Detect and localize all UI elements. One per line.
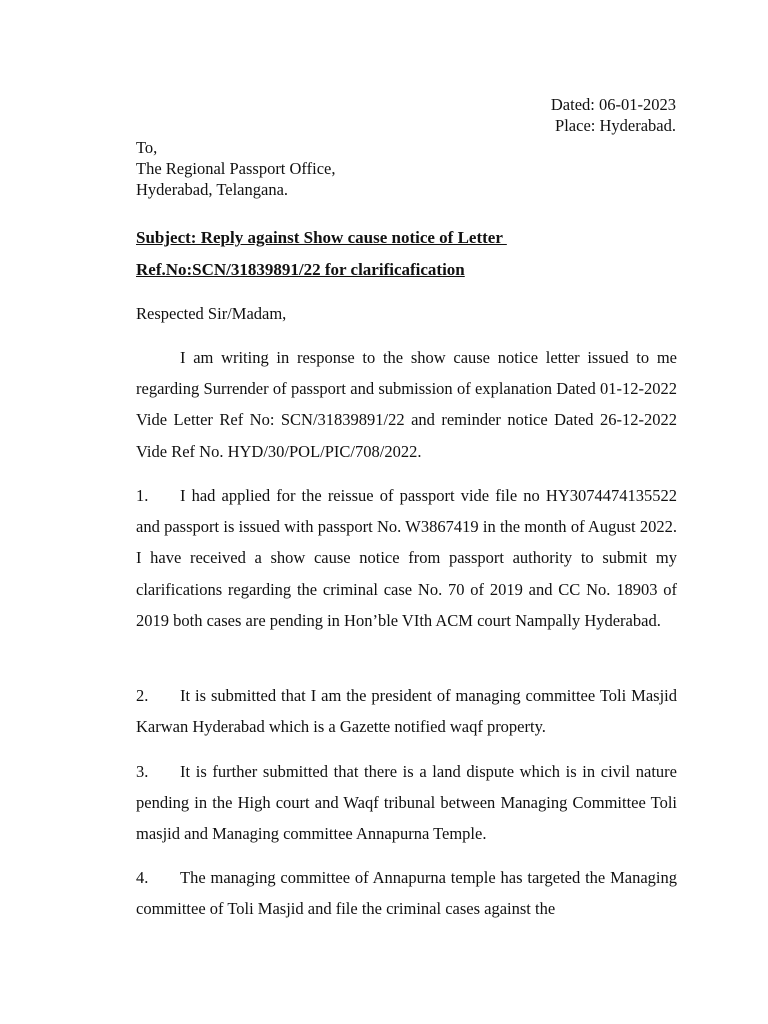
paragraph-number: 3.: [136, 762, 149, 781]
address-to: To,: [136, 138, 158, 157]
letter-date: Dated: 06-01-2023: [550, 95, 676, 114]
paragraph-text: It is further submitted that there is a land dispute which is in civil nature pending in the High court and Waqf tribunal between Managing Committee Toli masjid and Managing committee Annapurna Temple.: [136, 762, 677, 844]
intro-paragraph: I am writing in response to the show cause notice letter issued to me regarding Surrender of passport and submission of explanation Dated 01-12-2022 Vide Letter Ref No: SCN/31839891/22 and reminder notice Dated 26-12-2022 Vide Ref No. HYD/30/POL/PIC/708/2022.: [136, 348, 677, 461]
paragraph-text: The managing committee of Annapurna temple has targeted the Managing committee of Toli Masjid and file the criminal cases against the: [136, 868, 677, 919]
paragraph-number: 2.: [136, 686, 149, 705]
numbered-paragraph-2: [136, 680, 677, 742]
date-place-block: [551, 94, 676, 136]
paragraph-number: 1.: [136, 486, 149, 505]
subject-line: [136, 222, 696, 286]
letter-place: Place: Hyderabad.: [555, 116, 676, 135]
subject-line-2: Ref.No:SCN/31839891/22 for clarificafication: [136, 260, 465, 279]
paragraph-text: I had applied for the reissue of passport vide file no HY3074474135522 and passport is issued with passport No. W3867419 in the month of August 2022. I have received a show cause notice from passport authority to submit my clarifications regarding the criminal case No. 70 of 2019 and CC No. 18903 of 2019 both cases are pending in Hon’ble VIth ACM court Nampally Hyderabad.: [136, 486, 677, 630]
salutation: Respected Sir/Madam,: [136, 304, 287, 323]
numbered-paragraph-3: [136, 756, 677, 850]
paragraph-text: It is submitted that I am the president of managing committee Toli Masjid Karwan Hyderabad which is a Gazette notified waqf property.: [136, 686, 677, 737]
paragraph-number: 4.: [136, 868, 149, 887]
numbered-paragraph-4: [136, 862, 677, 924]
numbered-paragraph-1: [136, 480, 677, 636]
subject-line-1: Subject: Reply against Show cause notice of Letter: [136, 228, 507, 247]
address-line-2: Hyderabad, Telangana.: [136, 180, 289, 199]
address-line-1: The Regional Passport Office,: [136, 159, 336, 178]
recipient-address: [136, 137, 335, 200]
